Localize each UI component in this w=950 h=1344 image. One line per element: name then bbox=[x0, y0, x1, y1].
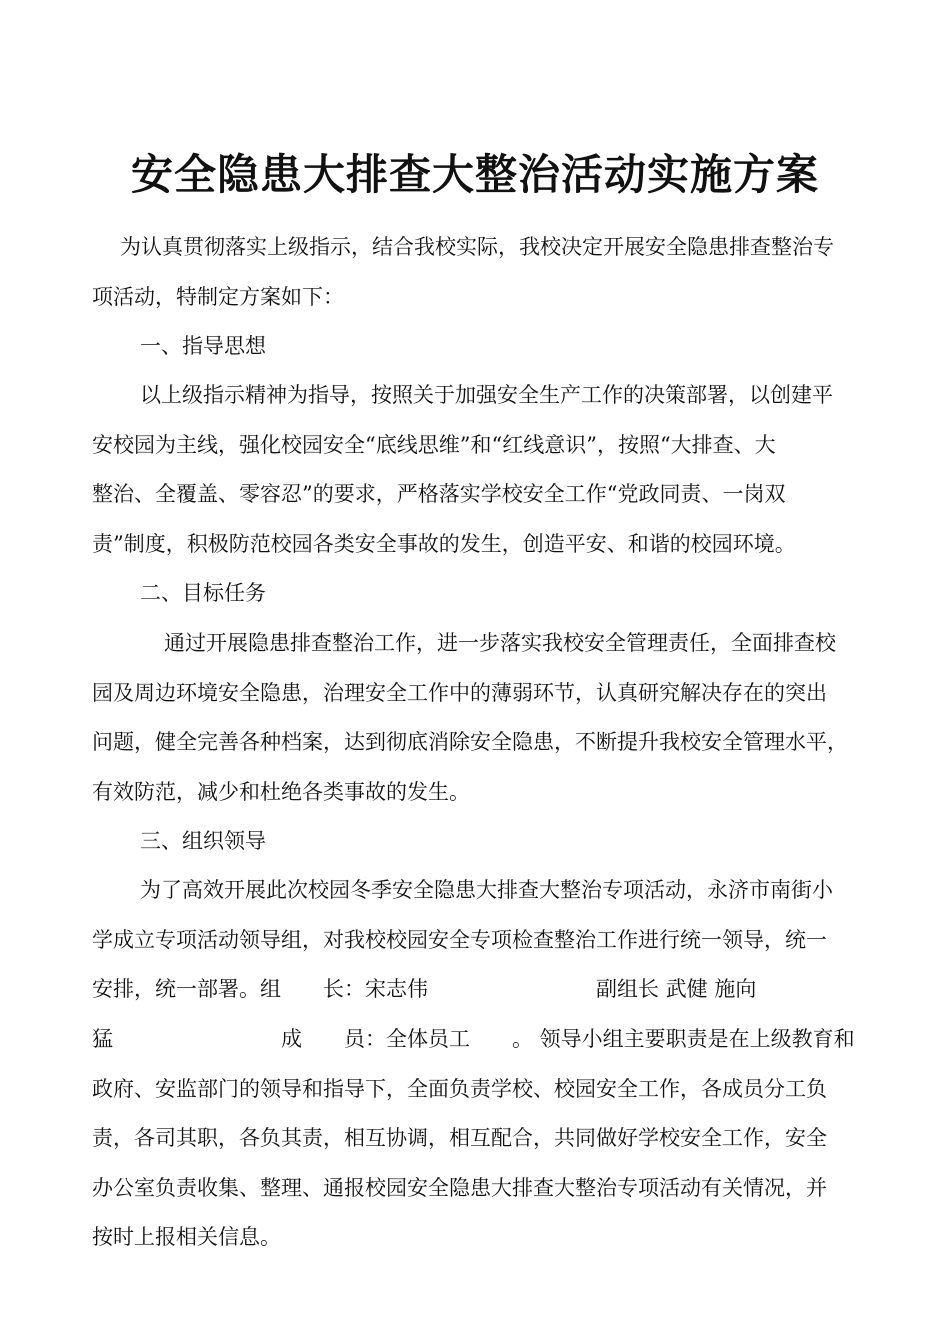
document-title: 安全隐患大排查大整治活动实施方案 bbox=[130, 150, 819, 199]
paragraph-line: 以上级指示精神为指导，按照关于加强安全生产工作的决策部署，以创建平 bbox=[140, 383, 833, 407]
section-heading: 三、组织领导 bbox=[140, 829, 266, 853]
paragraph-line: 责”制度，积极防范校园各类安全事故的发生，创造平安、和谐的校园环境。 bbox=[92, 532, 796, 556]
paragraph-line: 有效防范，减少和杜绝各类事故的发生。 bbox=[92, 780, 470, 804]
paragraph-line: 按时上报相关信息。 bbox=[92, 1225, 281, 1249]
paragraph-line: 为了高效开展此次校园冬季安全隐患大排查大整治专项活动，永济市南街小 bbox=[140, 878, 833, 902]
section-heading: 一、指导思想 bbox=[140, 334, 266, 358]
paragraph-line: 学成立专项活动领导组，对我校校园安全专项检查整治工作进行统一领导，统一 bbox=[92, 928, 827, 952]
paragraph-line: 安排，统一部署。组 长：宋志伟 副组长 武健 施向 bbox=[92, 977, 757, 1001]
paragraph-line: 办公室负责收集、整理、通报校园安全隐患大排查大整治专项活动有关情况，并 bbox=[92, 1176, 827, 1200]
paragraph-line: 为认真贯彻落实上级指示，结合我校实际，我校决定开展安全隐患排查整治专 bbox=[120, 235, 834, 259]
paragraph-line: 猛 成 员：全体员工 。 领导小组主要职责是在上级教育和 bbox=[92, 1027, 855, 1051]
paragraph-line: 项活动，特制定方案如下： bbox=[92, 285, 344, 309]
paragraph-line: 通过开展隐患排查整治工作，进一步落实我校安全管理责任，全面排查校 bbox=[164, 631, 836, 655]
paragraph-line: 责，各司其职，各负其责，相互协调，相互配合，共同做好学校安全工作，安全 bbox=[92, 1126, 827, 1150]
paragraph-line: 政府、安监部门的领导和指导下，全面负责学校、校园安全工作，各成员分工负 bbox=[92, 1077, 827, 1101]
section-heading: 二、目标任务 bbox=[140, 581, 266, 605]
paragraph-line: 安校园为主线，强化校园安全“底线思维”和“红线意识”，按照“大排查、大 bbox=[92, 433, 776, 457]
paragraph-line: 整治、全覆盖、零容忍”的要求，严格落实学校安全工作“党政同责、一岗双 bbox=[92, 482, 786, 506]
paragraph-line: 问题，健全完善各种档案，达到彻底消除安全隐患，不断提升我校安全管理水平， bbox=[92, 730, 848, 754]
paragraph-line: 园及周边环境安全隐患，治理安全工作中的薄弱环节，认真研究解决存在的突出 bbox=[92, 681, 827, 705]
